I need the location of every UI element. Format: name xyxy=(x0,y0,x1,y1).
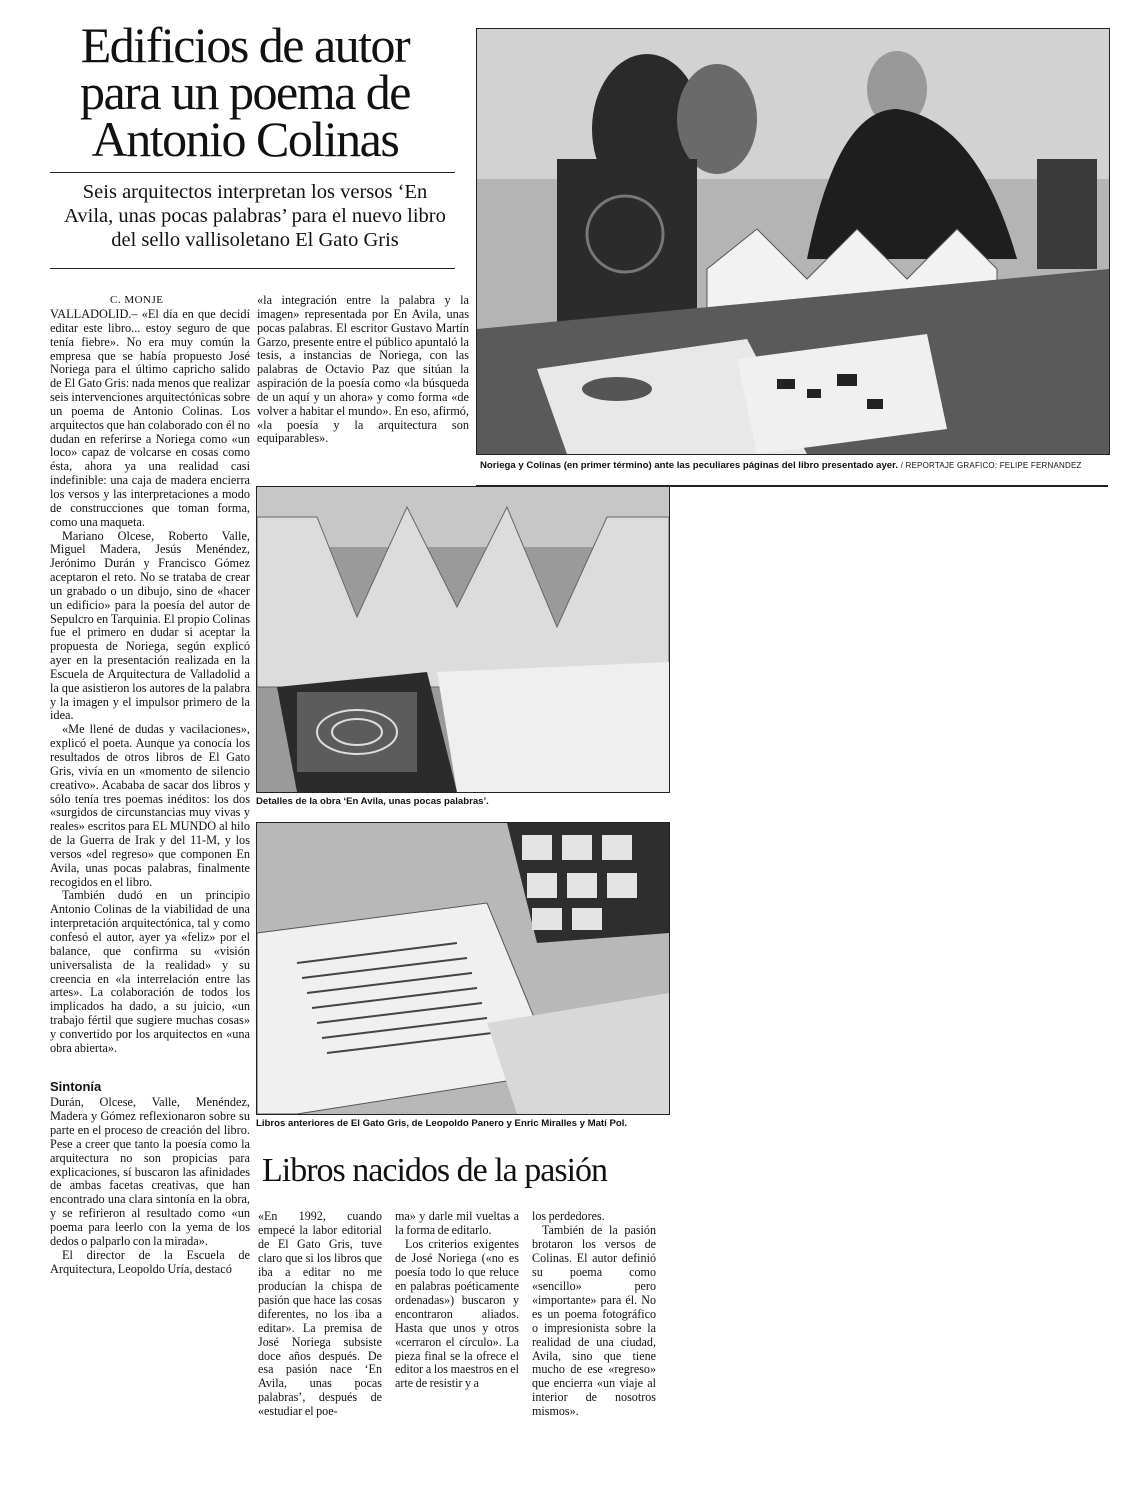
paragraph: «En 1992, cuando empecé la labor editorial de El Gato Gris, tuve claro que si los libros que iba a editar no me producían la chispa de pasión que hace las cosas diferentes, no los iba a editar». La premisa de José Noriega subsiste doce años después. De esa pasión nace ‘En Avila, unas pocas palabras’, después de «estudiar el poe- xyxy=(258,1209,382,1419)
photo-previous-books xyxy=(256,822,670,1115)
sidebar-title: Libros nacidos de la pasión xyxy=(262,1152,608,1189)
caption-text: Noriega y Colinas (en primer término) ante las peculiares páginas del libro presentado ayer. xyxy=(480,460,898,471)
article-column-2 xyxy=(257,294,469,446)
photo-credit: / REPORTAJE GRAFICO: FELIPE FERNANDEZ xyxy=(900,461,1082,470)
sidebar-column-1 xyxy=(258,1210,382,1419)
deck: Seis arquitectos interpretan los versos ‘En Avila, unas pocas palabras’ para el nuevo libro del sello vallisoletano El Gato Gris xyxy=(64,181,446,251)
paragraph: los perdedores. xyxy=(532,1209,605,1223)
photo-presentation xyxy=(476,28,1110,455)
sidebar-column-3 xyxy=(532,1210,656,1419)
subhead: Sintonía xyxy=(50,1078,102,1094)
photo-caption-top xyxy=(480,460,1082,472)
headline-rule xyxy=(50,172,455,173)
paragraph: Los criterios exigentes de José Noriega («no es poesía todo lo que reluce en palabras poéticamente ordenadas») buscaron y encontraron aliados. Hasta que unos y otros «cerraron el círculo». La pieza final se la ofrece el editor a los maestros en el arte de resistir y a xyxy=(395,1236,519,1391)
headline: Edificios de autor para un poema de Antonio Colinas xyxy=(79,17,410,167)
article-column-1 xyxy=(50,308,250,1276)
byline: C. MONJE xyxy=(110,294,164,306)
photo-presentation-image xyxy=(477,29,1109,454)
photo-previous-books-image xyxy=(257,823,669,1114)
photo-caption-middle: Detalles de la obra ‘En Avila, unas pocas palabras’. xyxy=(256,796,489,807)
photo-caption-bottom: Libros anteriores de El Gato Gris, de Leopoldo Panero y Enric Miralles y Matí Pol. xyxy=(256,1118,628,1129)
paragraph: VALLADOLID.– «El día en que decidí editar este libro... estoy seguro de que tenía fiebre». No era muy común la empresa que se había propuesto José Noriega para el último capricho salido de El Gato Gris: nada menos que realizar seis intervenciones arquitectónicas sobre un poema de Antonio Colinas. Los arquitectos que han colaborado con él no dudan en referirse a Noriega como «un loco» capaz de volcarse en cosas como ésta, ahora ya una realidad casi indefinible: una caja de madera encierra los versos y las interpretaciones a modo de construcciones que toman forma, como una maqueta. xyxy=(50,307,250,529)
paragraph: ma» y darle mil vueltas a la forma de editarlo. xyxy=(395,1209,519,1237)
paragraph: También dudó en un principio Antonio Colinas de la viabilidad de una interpretación arquitectónica, tal y como confesó el autor, ayer ya «feliz» por el balance, que confirma su «visión universalista de la realidad» y su creencia en «la interrelación entre las artes». La colaboración de todos los implicados ha dado, a su juicio, «un trabajo fértil que sugiere muchas cosas» y convertido por los arquitectos en «una obra abierta». xyxy=(50,888,250,1055)
photo-book-details xyxy=(256,486,670,793)
deck-rule xyxy=(50,268,455,269)
paragraph: Durán, Olcese, Valle, Menéndez, Madera y Gómez reflexionaron sobre su parte en el proceso de creación del libro. Pese a creer que tanto la poesía como la arquitectura no son propicias para explicaciones, sí buscaron las afinidades de ambas facetas creativas, que han encontrado una clara sintonía en la obra, y se refirieron al resultado como «un poema para leerlo con la yema de los dedos o palparlo con la mirada». xyxy=(50,1095,250,1248)
paragraph: También de la pasión brotaron los versos de Colinas. El autor definió su poema como «sencillo» pero «importante» para él. No es un poema fotográfico o impresionista sobre la realidad de una ciudad, Avila, sino que tiene mucho de ese «regreso» que encierra «un viaje al interior de nosotros mismos». xyxy=(532,1222,656,1419)
paragraph: «la integración entre la palabra y la imagen» representada por En Avila, unas pocas palabras. El escritor Gustavo Martín Garzo, presente entre el público apuntaló la tesis, a instancias de Noriega, con las palabras de Octavio Paz que sitúan la aspiración de la poesía como «la búsqueda de un aquí y un ahora» y como forma «de volver a habitar el mundo». En eso, afirmó, «la poesía y la arquitectura son equiparables». xyxy=(257,293,469,446)
paragraph: Mariano Olcese, Roberto Valle, Miguel Madera, Jesús Menéndez, Jerónimo Durán y Francisco Gómez aceptaron el reto. No se trataba de crear un grabado o un dibujo, sino de «hacer un edificio» para la poesía del autor de Sepulcro en Tarquinia. El propio Colinas fue el primero en dudar si aceptar la propuesta de Noriega, según explicó ayer en la presentación realizada en la Escuela de Arquitectura de Valladolid a la que asistieron los autores de la palabra y la imagen y el impulsor primero de la idea. xyxy=(50,528,250,723)
sidebar-column-2 xyxy=(395,1210,519,1391)
photo-book-details-image xyxy=(257,487,669,792)
paragraph: El director de la Escuela de Arquitectura, Leopoldo Uría, destacó xyxy=(50,1247,250,1276)
paragraph: «Me llené de dudas y vacilaciones», explicó el poeta. Aunque ya conocía los resultados de otros libros de El Gato Gris, vivía en un «momento de silencio creativo». Acababa de sacar dos libros y sólo tenía tres poemas inéditos: los dos «surgidos de circunstancias muy vivas y reales» escritos para EL MUNDO al hilo de la Guerra de Irak y del 11-M, y los versos «del regreso» que componen En Avila, unas pocas palabras, finalmente recogidos en el libro. xyxy=(50,722,250,889)
